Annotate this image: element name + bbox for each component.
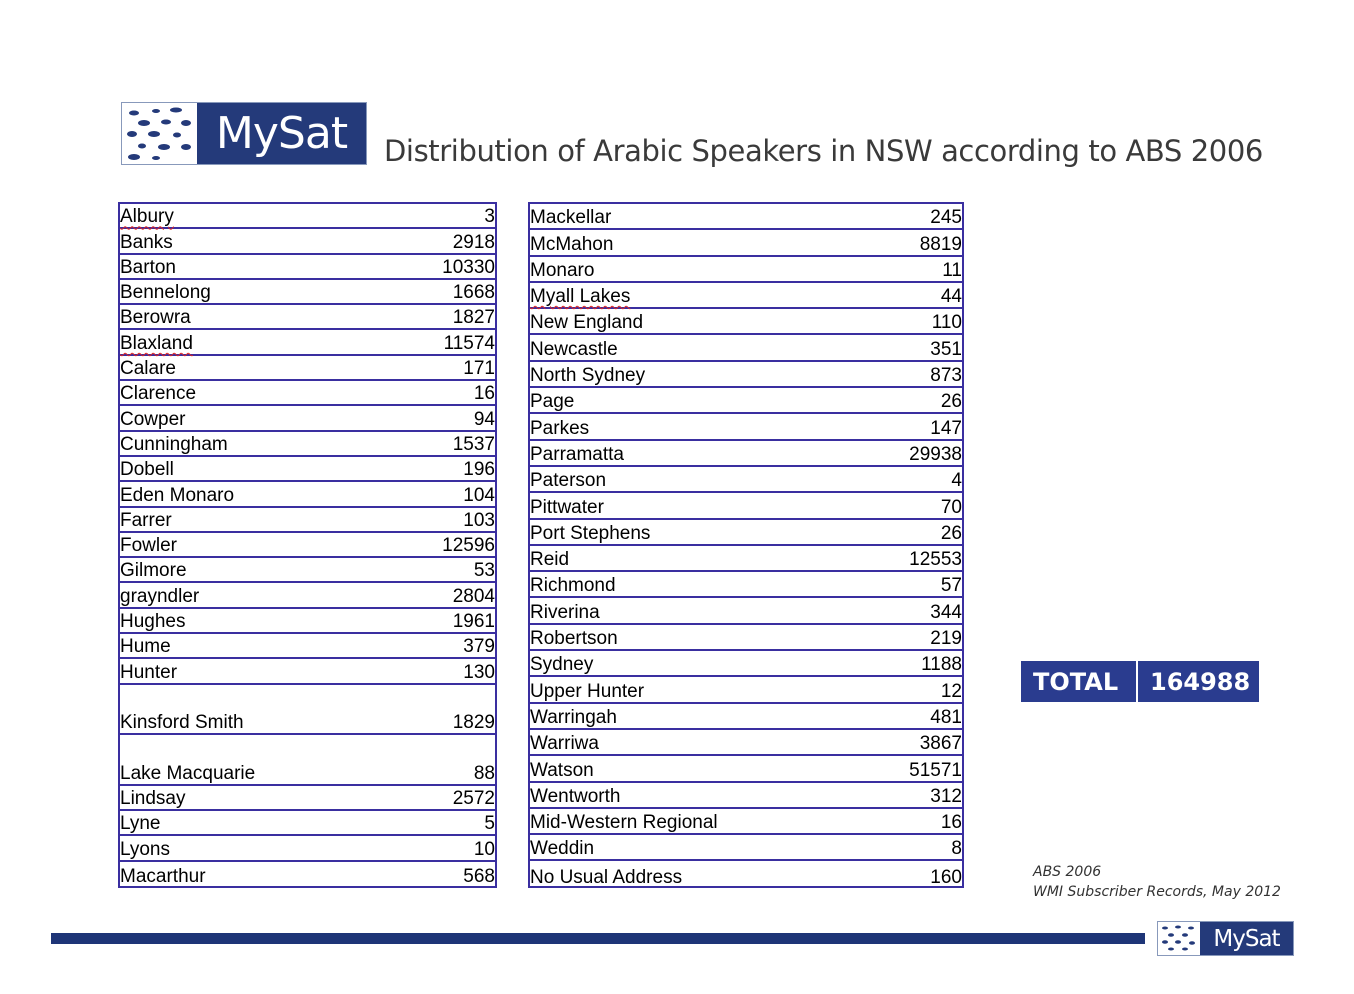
row-value: 51571 — [909, 759, 962, 781]
logo-dots-icon — [122, 103, 197, 164]
row-value: 147 — [930, 417, 962, 439]
table-row — [530, 414, 962, 440]
footer-logo-dots-icon — [1158, 922, 1200, 955]
table-row — [530, 730, 962, 756]
row-value: 16 — [473, 383, 495, 405]
page-title: Distribution of Arabic Speakers in NSW according to ABS 2006 — [384, 134, 1263, 168]
row-name: Lake Macquarie — [120, 762, 256, 784]
row-name: Newcastle — [530, 338, 618, 360]
table-row — [530, 572, 962, 598]
table-row — [530, 309, 962, 335]
row-value: 88 — [473, 762, 495, 784]
right-table — [528, 202, 964, 888]
row-value: 1188 — [921, 654, 962, 676]
row-name: Albury — [120, 206, 174, 228]
row-value: 481 — [930, 706, 962, 728]
row-value: 104 — [463, 484, 495, 506]
row-name: Calare — [120, 358, 176, 380]
row-name: Lyne — [120, 813, 161, 835]
table-row — [120, 862, 495, 887]
row-value: 8819 — [919, 233, 962, 255]
total-label: TOTAL — [1021, 661, 1138, 702]
row-name: Blaxland — [120, 332, 193, 354]
row-name: Pittwater — [530, 496, 604, 518]
table-row — [530, 862, 962, 888]
table-row — [530, 283, 962, 309]
row-name: Riverina — [530, 601, 600, 623]
row-value: 1961 — [452, 611, 495, 633]
table-row — [530, 520, 962, 546]
row-name: Sydney — [530, 654, 594, 676]
row-name: Cunningham — [120, 433, 228, 455]
row-name: Weddin — [530, 838, 595, 860]
row-value: 57 — [940, 575, 962, 597]
row-value: 11 — [942, 259, 962, 281]
row-name: Bennelong — [120, 282, 211, 304]
table-row — [530, 651, 962, 677]
table-row — [530, 230, 962, 256]
row-name: McMahon — [530, 233, 614, 255]
table-row — [530, 625, 962, 651]
row-name: Dobell — [120, 459, 174, 481]
table-row — [530, 441, 962, 467]
table-row — [530, 362, 962, 388]
row-value: 44 — [940, 286, 962, 308]
table-row — [530, 704, 962, 730]
row-name: Robertson — [530, 628, 618, 650]
table-row — [120, 837, 495, 862]
row-name: Hunter — [120, 661, 178, 683]
table-row — [530, 467, 962, 493]
footer-logo — [1157, 921, 1294, 956]
row-value: 12553 — [909, 549, 962, 571]
row-value: 379 — [463, 636, 495, 658]
source-note — [1033, 862, 1281, 902]
table-row — [530, 204, 962, 230]
row-name: No Usual Address — [530, 866, 683, 888]
table-row — [530, 257, 962, 283]
table-row — [120, 381, 495, 406]
table-row — [530, 546, 962, 572]
row-value: 94 — [473, 408, 495, 430]
table-row — [530, 336, 962, 362]
row-value: 10330 — [442, 256, 495, 278]
row-value: 26 — [940, 522, 962, 544]
row-name: Clarence — [120, 383, 197, 405]
table-row — [120, 204, 495, 229]
table-row — [120, 634, 495, 659]
row-name: Upper Hunter — [530, 680, 645, 702]
row-value: 26 — [940, 391, 962, 413]
row-name: Warriwa — [530, 733, 599, 755]
table-row — [530, 783, 962, 809]
row-name: Parramatta — [530, 443, 624, 465]
row-value: 312 — [930, 785, 962, 807]
table-row — [120, 533, 495, 558]
row-value: 3867 — [919, 733, 962, 755]
row-value: 196 — [463, 459, 495, 481]
total-value: 164988 — [1150, 667, 1251, 696]
row-name: Paterson — [530, 470, 607, 492]
row-value: 11574 — [443, 332, 495, 354]
row-name: Lindsay — [120, 788, 186, 810]
row-name: Macarthur — [120, 866, 206, 888]
table-row — [120, 609, 495, 634]
row-name: Mackellar — [530, 207, 612, 229]
table-row — [120, 482, 495, 507]
footer-logo-text: MySat — [1213, 925, 1280, 952]
row-value: 5 — [484, 813, 495, 835]
total-box — [1021, 661, 1259, 702]
row-value: 1827 — [452, 307, 495, 329]
table-row — [120, 280, 495, 305]
mysat-logo — [121, 102, 367, 165]
row-value: 16 — [940, 812, 962, 834]
table-row — [120, 457, 495, 482]
table-row — [120, 508, 495, 533]
row-value: 3 — [484, 206, 495, 228]
row-name: Watson — [530, 759, 594, 781]
row-value: 8 — [951, 838, 962, 860]
row-name: Reid — [530, 549, 570, 571]
table-row — [530, 493, 962, 519]
row-name: Hume — [120, 636, 171, 658]
row-value: 12 — [940, 680, 962, 702]
table-row — [120, 331, 495, 356]
row-name: Kinsford Smith — [120, 712, 244, 734]
row-name: Myall Lakes — [530, 286, 631, 308]
logo-text: MySat — [215, 108, 348, 159]
row-name: Warringah — [530, 706, 617, 728]
row-value: 29938 — [909, 443, 962, 465]
table-row — [120, 659, 495, 684]
row-name: Page — [530, 391, 575, 413]
table-row — [120, 432, 495, 457]
row-name: grayndler — [120, 585, 200, 607]
row-name: Fowler — [120, 535, 178, 557]
table-row — [530, 388, 962, 414]
source-line-2: WMI Subscriber Records, May 2012 — [1033, 884, 1281, 900]
row-value: 568 — [463, 866, 495, 888]
row-name: Monaro — [530, 259, 595, 281]
row-name: Lyons — [120, 838, 170, 860]
row-name: Gilmore — [120, 560, 187, 582]
row-value: 245 — [930, 207, 962, 229]
row-value: 160 — [930, 866, 962, 888]
row-name: Farrer — [120, 509, 172, 531]
row-name: Eden Monaro — [120, 484, 235, 506]
table-row — [530, 809, 962, 835]
table-row — [120, 305, 495, 330]
row-value: 53 — [473, 560, 495, 582]
row-name: Parkes — [530, 417, 590, 439]
row-name: Barton — [120, 256, 176, 278]
row-value: 1829 — [452, 712, 495, 734]
source-line-1: ABS 2006 — [1033, 864, 1102, 880]
table-row — [120, 558, 495, 583]
row-value: 1668 — [452, 282, 495, 304]
table-row — [120, 406, 495, 431]
table-row — [120, 811, 495, 836]
table-row — [120, 584, 495, 609]
row-value: 2572 — [452, 788, 495, 810]
table-row — [530, 677, 962, 703]
footer-bar — [51, 933, 1145, 944]
table-row — [120, 735, 495, 786]
row-value: 219 — [930, 628, 962, 650]
table-row — [530, 756, 962, 782]
row-value: 344 — [930, 601, 962, 623]
row-name: Berowra — [120, 307, 191, 329]
row-value: 4 — [951, 470, 962, 492]
row-value: 873 — [930, 365, 962, 387]
row-value: 70 — [940, 496, 962, 518]
row-name: New England — [530, 312, 644, 334]
table-row — [120, 255, 495, 280]
row-value: 103 — [463, 509, 495, 531]
table-row — [530, 599, 962, 625]
row-name: Richmond — [530, 575, 616, 597]
table-row — [120, 786, 495, 811]
row-value: 12596 — [442, 535, 495, 557]
row-value: 2918 — [452, 231, 495, 253]
table-row — [530, 835, 962, 861]
row-name: Hughes — [120, 611, 186, 633]
row-value: 130 — [463, 661, 495, 683]
row-name: Port Stephens — [530, 522, 651, 544]
row-name: Wentworth — [530, 785, 621, 807]
row-value: 110 — [931, 312, 962, 334]
row-value: 351 — [930, 338, 962, 360]
table-row — [120, 356, 495, 381]
row-value: 10 — [473, 838, 495, 860]
row-value: 2804 — [452, 585, 495, 607]
row-name: Cowper — [120, 408, 186, 430]
left-table — [118, 202, 497, 888]
row-value: 1537 — [452, 433, 495, 455]
table-row — [120, 229, 495, 254]
row-value: 171 — [463, 358, 495, 380]
row-name: Banks — [120, 231, 173, 253]
table-row — [120, 685, 495, 736]
row-name: Mid-Western Regional — [530, 812, 718, 834]
row-name: North Sydney — [530, 365, 646, 387]
